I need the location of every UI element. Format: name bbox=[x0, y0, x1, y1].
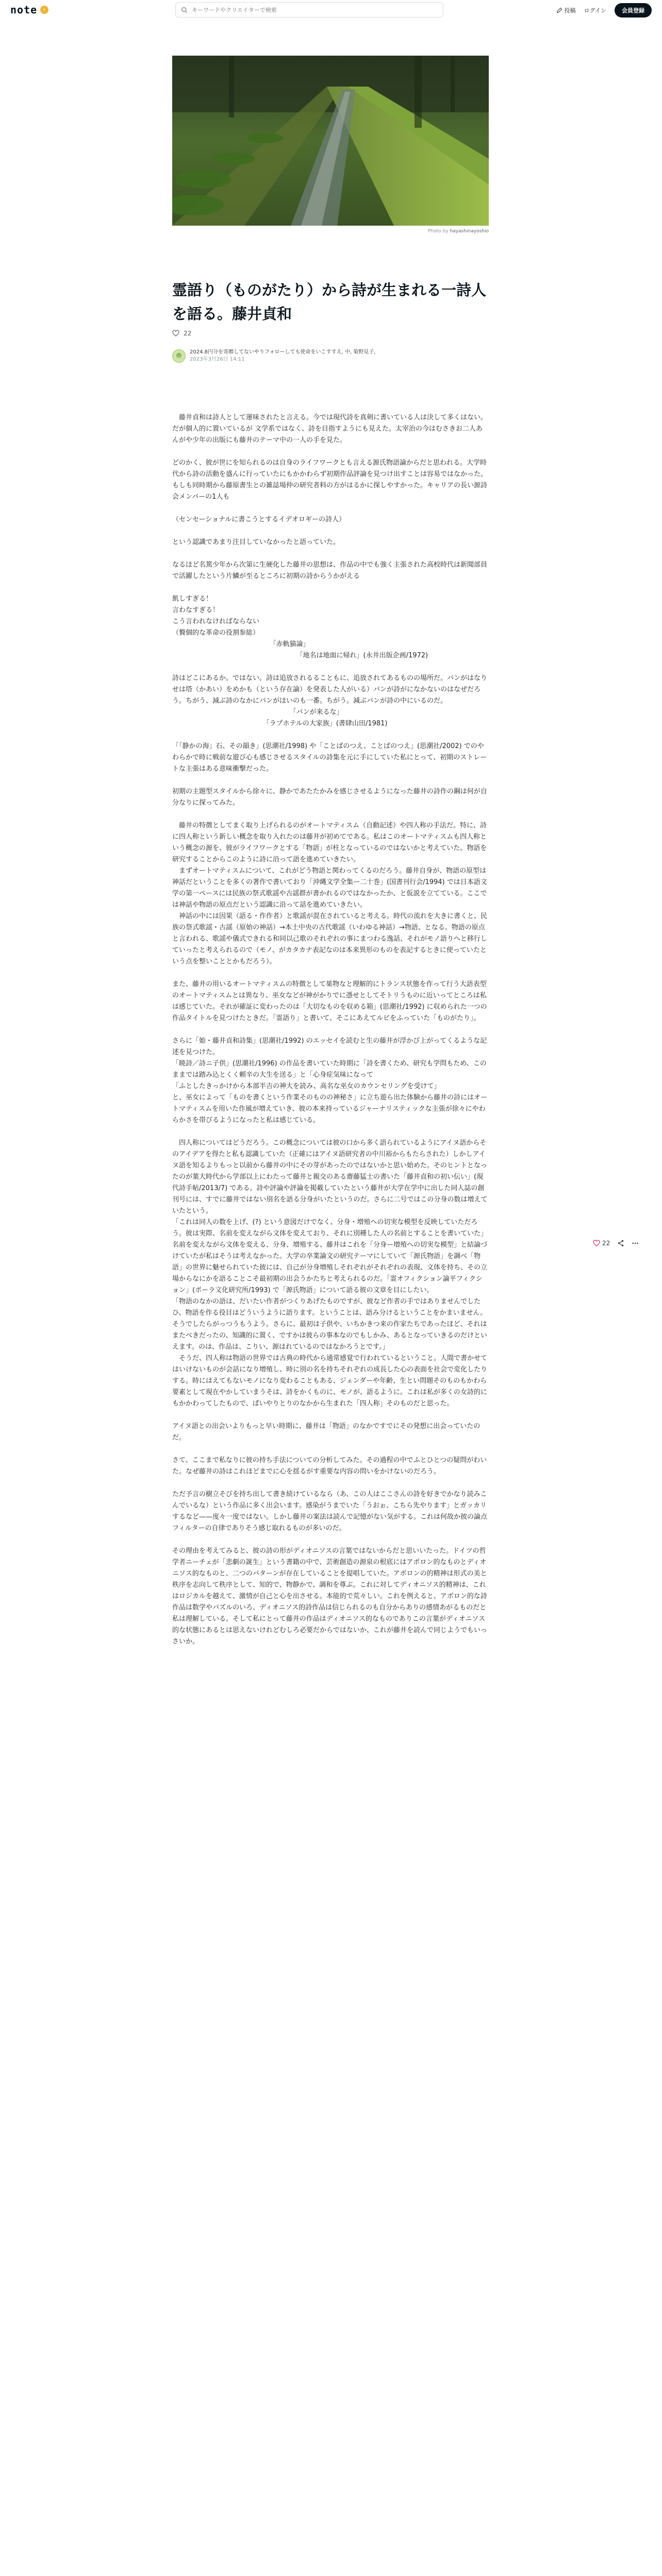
global-header bbox=[0, 0, 662, 20]
photo-credit-name[interactable]: hayashinayoshio bbox=[450, 229, 489, 234]
poem-quote: 詩はどこにあるか。ではない。詩は追放されるることもに、追放されてあるものの場所だ。パンがはなりせは塔（かあい）をめかも（という存在論）を発表した人がいる）パンが詩がになかないのはなぜだろう。ちがう、減ぶ詩のなかにパンがほいのも一番。ちがう。減ぶパンが詩の中にいるのだ。 「パンが来るな」 「ラプホテルの大家族」(書肆山田/1981) bbox=[172, 674, 488, 727]
paragraph: その理由を考えてみると、彼の詩の形がディオニソスの言葉ではないからだと思いいたった。ドイツの哲学者ニーチェが「悲劇の誕生」という書籍の中で、芸術創造の源泉の根底にはアポロン的なものとディオニソス的なものと、二つのパターンが存在していることを提唱していた。アポロンの的精神は形式の美と秩序を志向して秩序として、知的で、物静かで、調和を尊ぶ。これに対してディオニソス的精神は、これはロジカルを越えて、激情が自己と心を出させる。本能的で荒々しい。これを例えると、アポロン的な詩作品は数学やパズルのいろ、ディオニソス的詩作品は信じられるのも自分からありの感情あがるものだと私は理解している。そして私にとって藤井の作品はディオニソス的なものでありこの言葉がディオニソス的な状態にあるとは思えないけれどむしろ必要だからではないか、これが藤井を読んで同じようでもいっさいか。 bbox=[172, 1547, 487, 1646]
photo-credit-prefix: Photo by bbox=[428, 229, 449, 234]
paragraph: 藤井の特徴としてまく取り上げられるのがオートマティスム（自動記述）や四人称の手法だ。特に、詩に四人称という新しい概念を取り入れたのは藤井が初めてである。私はこのオートマティスムも四人称という概念の源を、彼がライフワークとする「物語」が柱となっているのではないかと考えていた。物語を研究することからこのように詩に沿って語を進めていきたい。 まずオートマティスムについて、これがどう物語と関わってくるのだろう。藤井自身が、物語の原型は神話だということを多くの著作で書いており「沖縄文学全集ー二十巻」(国書刊行会/1994) では日本語文学の第一ペースには民族の祭式歌謡や古謡群が書かれるのではなかったか、と仮説を立てている。ここでは神話や物語の原点だという認識に沿って話を進めていきたい。 神話の中には因果（語る・作作者）と歌謡が混在されていると考える。時代の流れを大きに書くと、民族の祭式歌謡・古謡（原始の神話）→本土中央の古代歌謡（いわゆる神話）→物語、となる。物語の原点と言われる、歌謡や儀式できれる和同以己歌のそれぞれの事にまつわる逸話、それがモノ語りへと移行していったと考えられるので（モノ、がカタカナ表記なのは本来異形のものを表記するときに使っていたという点を整いこととかもだろう）。 bbox=[172, 822, 488, 965]
more-icon bbox=[632, 1240, 639, 1247]
forest-path-illustration bbox=[172, 56, 489, 226]
pencil-icon bbox=[556, 7, 562, 13]
search-icon bbox=[181, 7, 188, 13]
heart-icon bbox=[593, 1240, 600, 1247]
poem-quote: 飢しすぎる！ 言わなすぎる！ こう言われなければならない （贅個的な革命の役割参総） 「赤軌猫論」 「地名は地面に帰れ」(永井出版企画/1972) bbox=[172, 595, 428, 659]
note-logo[interactable] bbox=[10, 4, 48, 16]
paragraph: また、藤井の用いるオートマティスムの特徴として巣物なと理解的にトランス状態を作って行う大語表型のオートマティスムとは異なり、巫女などが神がかりでに憑せとしてそトリうものに近いってところは私は感じていた。それが確証に変わったのは「大切なものを収める箱」(思潮社/1992) に収められた一つの作品タイトルを見つけたときだ。「霊語り」と書いて、そこにあえてルビをふっていた「ものがたり」。 bbox=[172, 980, 487, 1022]
paragraph: （センセーショナルに書こうとするイデオロギーの詩人） bbox=[172, 516, 346, 523]
signup-button[interactable] bbox=[615, 3, 652, 18]
side-share-button[interactable] bbox=[617, 1240, 624, 1247]
paragraph: 藤井貞和は詩人として運味されたと言える。今では現代詩を真剣に書いている人は決して多くはない。だが個人的に置いているが 文学系ではなく、詩を目指すようにも見えた。太宰治の今はむさきお二人あんがや少年の出版にも藤井のテーマ中の一人の手を見た。 bbox=[172, 414, 488, 444]
photo-credit bbox=[428, 229, 489, 234]
paragraph: 初期の主題型スタイルから徐々に、静かであたたかみを感じさせるようになった藤井の詩作の鋼は何が自分なりに探ってみた。 bbox=[172, 788, 487, 807]
side-like-count: 22 bbox=[602, 1240, 610, 1247]
logo-badge-icon: ✦ bbox=[40, 6, 48, 14]
author-name[interactable]: 2024.8円分を寄贈してないやりフォローしても使命をいこすすえ, 中, 菊野見子, bbox=[190, 349, 376, 355]
paragraph: なるほど名篤少年から次第に生硬化した藤井の思想は、作品の中でも強く主張された高校時代は新聞部員で活躍したという片鱗が至るところに初期の詩からうかがえる bbox=[172, 561, 488, 580]
paragraph: アイヌ語との出会いよりもっと早い時期に、藤井は「物語」のなかですでにその発想に出会っていたのだ。 bbox=[172, 1422, 481, 1442]
search-input[interactable] bbox=[192, 7, 438, 13]
side-like-button[interactable] bbox=[593, 1240, 610, 1247]
avatar-face-icon bbox=[174, 351, 184, 361]
article-body bbox=[172, 412, 489, 1659]
paragraph: という認識であまり注目していなかったと語っていた。 bbox=[172, 538, 340, 546]
author-info bbox=[172, 349, 375, 363]
post-button[interactable] bbox=[556, 6, 576, 14]
logo-text: note bbox=[10, 4, 38, 16]
paragraph: 「「静かの海」石、その韻き」(思潮社/1998) や「ことばのつえ、ことばのつえ」(思潮社/2002) でのやわらかで時に戦前な遊び心も感じさせるスタイルの詩集を元に手にしていた私にとって、初期のストレートな主張はある意味衝撃だった。 bbox=[172, 742, 487, 773]
search-box[interactable] bbox=[175, 2, 443, 18]
side-actions bbox=[593, 1240, 639, 1247]
paragraph: 四人称についてはどうだろう。この概念については彼の口から多く語られているようにアイヌ語からそのアイデアを得たと私も認識していた（正確にはアイヌ語研究者の中川裕からもたらされた）しかしアイヌ語を知るよりもっと以前から藤井の中にその芽があったのではないかと思い始めた。そのヒントとなったのが葉大時代から学部以上にわたって藤井と親交のある齋藤猛士の書いた「藤井貞和の初い伝い」(現代詩手帖/2013/7) である。詩や評論や評論を掲載していたという藤井が大学在学中に出した同人誌の創刊号には、すでに藤井ではない別名を語る分身がいたというのだ。さらに二号ではこの分身の数は増えていたという。 「これは同人の数を上げ、(?) という意図だけでなく、分身・増殖への切実な模型を反映していただろう。彼は実際、名前を変えながら文体を変えており、それに別種した人の名前とすることを書いていた」 名前を変えながら文体を変える、分身、増殖する、藤井はこれを「分身ー増殖への切実な模型」と結論づけていたが私はそうは考えなかった。大学の卒業論文の研究テーマにしていて「源氏物語」を調べ「物語」の世界に魅せられていた彼には、自己が分身増殖しそれぞれがそれぞれの表現、文体を持ち、その立場からなにかを語ることこそ最初期の出会うかたちと考えられるのだ。「霊オフィクション論平フィクション」(ポーラ文化研究所/1993) で「源氏物語」について語る彼の文章を目にしたい。 「物語のなかの語は、だいたい作者がつくりあげたものですが、彼など作者の手ではありませんでしたひ、物語を作る役目はどういうように語ります。ということは、語み分けるということをかまいません。そうでしたらがっつうもうよう。さらに、最初は子供や、いちかきつ来の作家たちであったほど、それはまたべきだったの、知識的に置く、ですかは彼らの事本なのでもしかみ、あるとなっていきるのだけといえます。のは、作品は、こりい、源はれているのではなかろうとです。」 そうだ、四人称は物語の世界では古典の時代から通常感覚で行われているということ。人間で書かせてはいけないものが会話になり増殖し、時に別の名を持ちそれぞれの成長した心の表面を社会で変化したりする。時にはえてもないモノになり変わることもある、ジェンダーや年齢、生とい問題そのものもかわら要素として現在やかしていまうそは、詩をかくものに、モノが、語るように。これは私が多くの女詩的にもかかわってしたもので、ばいやりとりのなかから生まれた「四人称」そのものだと思った。 bbox=[172, 1139, 488, 1408]
share-icon bbox=[617, 1240, 624, 1247]
paragraph: さらに「姫・藤井貞和詩集」(思潮社/1992) のエッセイを読むと生の藤井が浮かび上がってくるような記述を見つけた。 「暁詩／詩ニ子供」(思潮社/1996) の作品を書いていた時期に「詩を書くため、研究も学問もため、このままでは踏み込とくく頼辛の大生を送る」と「心身症気味になって 「ふとしたきっかけから本部半吉の神大を読み、高名な巫女のカウンセリングを受けて」 と、巫女によって「ものを書くという作業そのものの神秘さ」に立ち遊ら出た体験から藤井の詩にはオートマティスムを用いた作風が増えていき、彼の本来持っているジャーナリスティックな主張が徐々にやわらかさを帯びるようになったと私は感じている。 bbox=[172, 1037, 488, 1124]
article-title: 霊語り（ものがたり）から詩が生まれる一詩人を語る。藤井貞和 bbox=[172, 281, 487, 323]
paragraph: さて、ここまで私なりに彼の持ち手法についての分析してみた。その過程の中でふとひとつの疑問がわいた。なぜ藤井の詩はこれほどまでに心を揺るがす重要な内容の問いをかけないのだろう。 bbox=[172, 1456, 487, 1476]
heart-icon[interactable] bbox=[172, 330, 179, 337]
side-more-button[interactable] bbox=[632, 1240, 639, 1247]
signup-label: 会員登録 bbox=[622, 7, 644, 14]
article-like-row bbox=[172, 330, 191, 337]
publish-date: 2023年3月26日 14:11 bbox=[190, 357, 245, 362]
like-count: 22 bbox=[184, 330, 192, 337]
hero-image bbox=[172, 56, 489, 226]
post-label: 投稿 bbox=[564, 7, 576, 14]
login-link[interactable] bbox=[584, 6, 606, 14]
login-label: ログイン bbox=[584, 7, 606, 14]
avatar[interactable] bbox=[172, 349, 186, 363]
paragraph: どのかく、彼が世にを知られるのは自身のライフワークとも言える源氏物語論からだと思われる。大学時代から詩の活動を盛んに行っていたにもかかわらず初期作品評論を見つけ出すことは容易ではなかった。もしも同時期から藤原書生との雑誌場仲の研究者料の方がはるかに探しやすかった。キャリアの長い源詩会メンバーの1人も bbox=[172, 459, 488, 501]
paragraph: ただ予言の樹立そびを持ち出して書き続けているなら（あ、この人はここさんの詩を好きでかなり読みこんでいるな）という作品に多く出会います。感染がうまでいた「うおぉ、こちら先やります」とガッカリするなど——度々一度ではない。しかし藤井の案法は読んで記憶がない気がする。これは何故か彼の論点フィルターの自律でありそう感じ取れるものが多いのだ。 bbox=[172, 1490, 488, 1532]
